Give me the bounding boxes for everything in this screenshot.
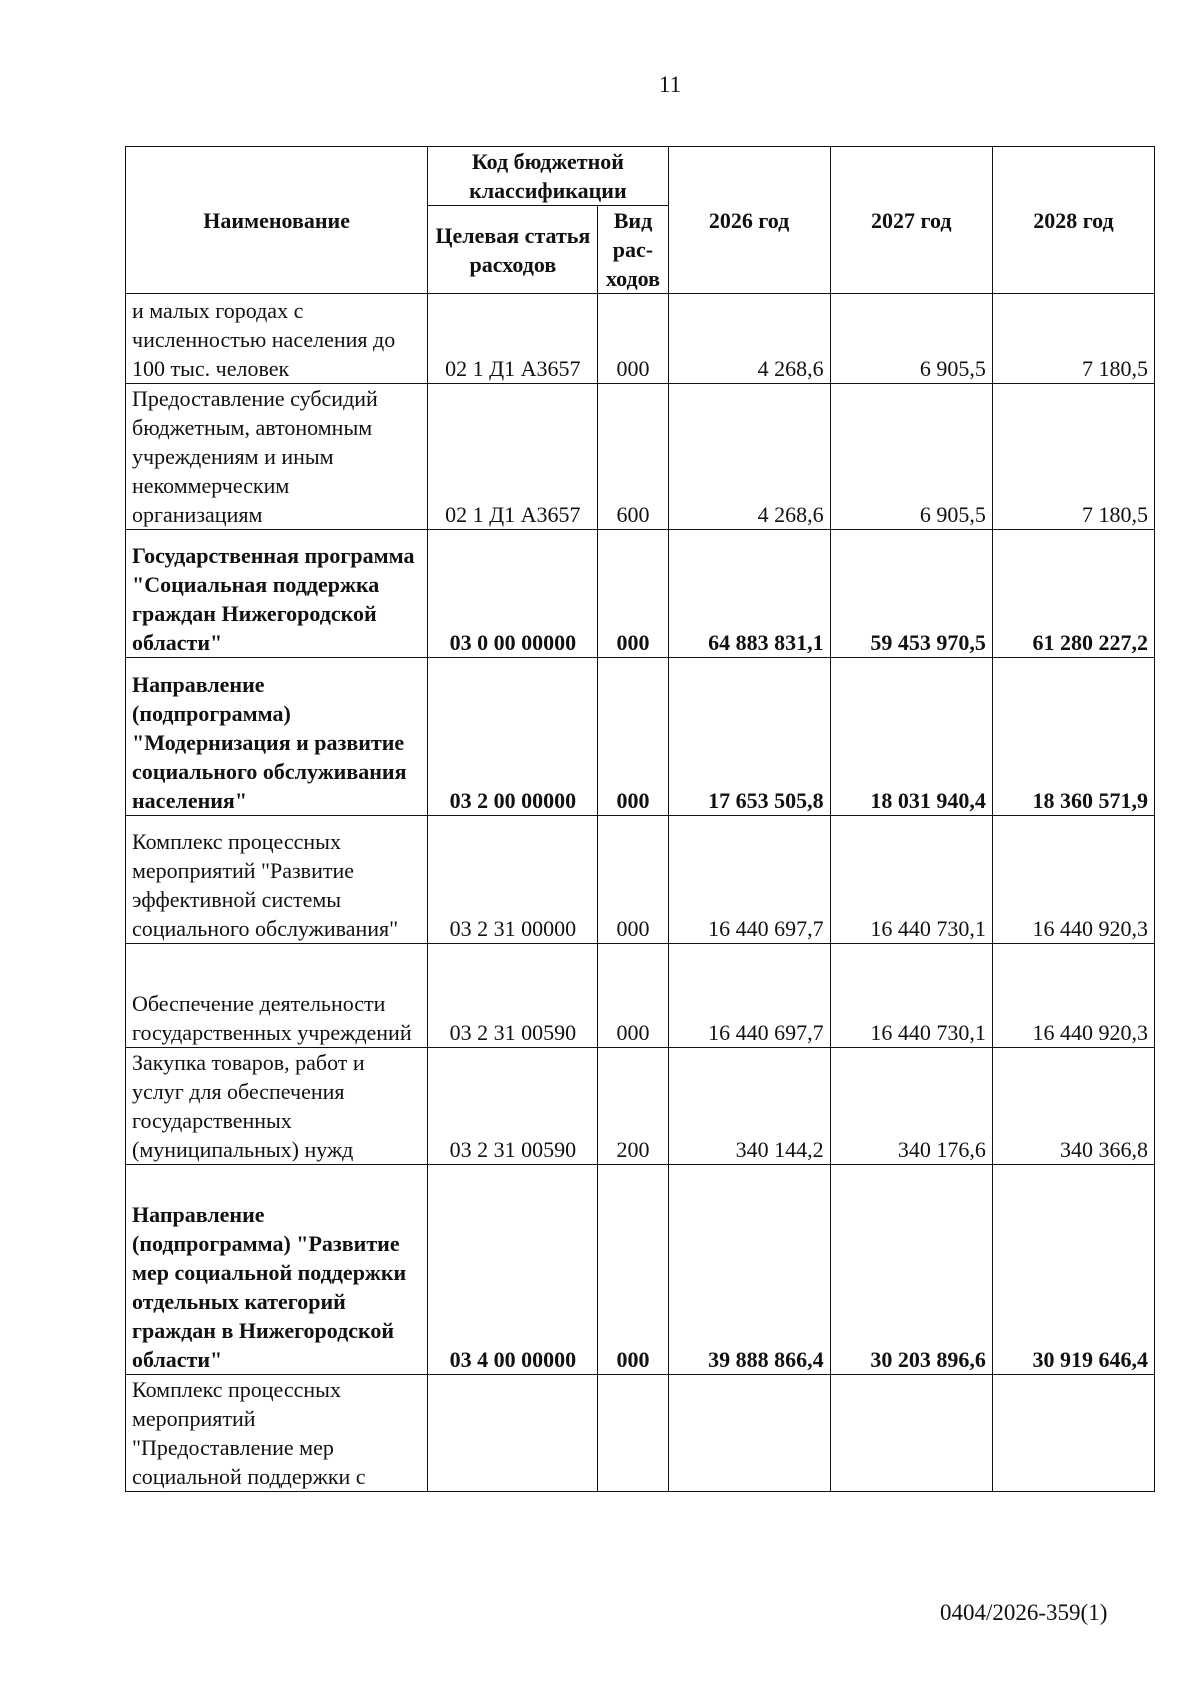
row-value-2028: 30 919 646,4 [992,1165,1154,1375]
header-2027: 2027 год [830,147,992,294]
row-target-article: 02 1 Д1 А3657 [428,384,598,530]
row-value-2026: 4 268,6 [668,384,830,530]
row-value-2028: 7 180,5 [992,384,1154,530]
row-name: Закупка товаров, работ и услуг для обеспечения государственных (муниципальных) нужд [126,1048,428,1165]
row-value-2028: 7 180,5 [992,294,1154,384]
row-value-2026: 17 653 505,8 [668,658,830,816]
header-2026: 2026 год [668,147,830,294]
row-expense-kind: 000 [598,1165,668,1375]
row-name: Комплекс процессных мероприятий "Предоставление мер социальной поддержки с [126,1375,428,1492]
row-name: Предоставление субсидий бюджетным, автономным учреждениям и иным некоммерческим организациям [126,384,428,530]
row-target-article: 03 2 31 00000 [428,816,598,944]
header-target-article: Целевая статья расходов [428,206,598,294]
row-target-article: 03 2 31 00590 [428,944,598,1048]
table-body [126,294,1155,1492]
row-value-2026 [668,1375,830,1492]
row-expense-kind: 000 [598,294,668,384]
row-value-2026: 64 883 831,1 [668,530,830,658]
row-value-2028: 340 366,8 [992,1048,1154,1165]
table-row [126,1375,1155,1492]
table-row [126,658,1155,816]
row-value-2027: 6 905,5 [830,294,992,384]
row-target-article: 03 4 00 00000 [428,1165,598,1375]
budget-table [125,146,1155,1492]
row-value-2028 [992,1375,1154,1492]
row-value-2027: 18 031 940,4 [830,658,992,816]
table-row [126,384,1155,530]
row-value-2027 [830,1375,992,1492]
row-name: Направление (подпрограмма) "Развитие мер социальной поддержки отдельных категорий граждан в Нижегородской области" [126,1165,428,1375]
row-expense-kind: 000 [598,530,668,658]
header-name: Наименование [126,147,428,294]
row-expense-kind: 000 [598,944,668,1048]
row-name: Направление (подпрограмма) "Модернизация и развитие социального обслуживания населения" [126,658,428,816]
row-value-2026: 16 440 697,7 [668,816,830,944]
table-header [126,147,1155,294]
row-target-article: 03 2 31 00590 [428,1048,598,1165]
row-target-article [428,1375,598,1492]
table-row [126,816,1155,944]
table-row [126,530,1155,658]
row-value-2027: 30 203 896,6 [830,1165,992,1375]
row-name: Обеспечение деятельности государственных учреждений [126,944,428,1048]
row-expense-kind [598,1375,668,1492]
row-value-2028: 18 360 571,9 [992,658,1154,816]
row-value-2027: 16 440 730,1 [830,816,992,944]
header-code-group: Код бюджетной классификации [428,147,668,206]
row-value-2026: 39 888 866,4 [668,1165,830,1375]
header-2028: 2028 год [992,147,1154,294]
table-row [126,1048,1155,1165]
row-expense-kind: 600 [598,384,668,530]
row-value-2028: 61 280 227,2 [992,530,1154,658]
row-value-2027: 340 176,6 [830,1048,992,1165]
row-value-2026: 4 268,6 [668,294,830,384]
row-target-article: 03 2 00 00000 [428,658,598,816]
row-name: и малых городах с численностью населения до 100 тыс. человек [126,294,428,384]
table-row [126,1165,1155,1375]
row-value-2026: 16 440 697,7 [668,944,830,1048]
row-expense-kind: 000 [598,658,668,816]
header-expense-kind: Вид рас-ходов [598,206,668,294]
document-id: 0404/2026-359(1) [940,1600,1108,1625]
table-row [126,944,1155,1048]
row-expense-kind: 200 [598,1048,668,1165]
row-value-2028: 16 440 920,3 [992,816,1154,944]
row-value-2026: 340 144,2 [668,1048,830,1165]
row-expense-kind: 000 [598,816,668,944]
row-value-2028: 16 440 920,3 [992,944,1154,1048]
row-target-article: 02 1 Д1 А3657 [428,294,598,384]
row-value-2027: 6 905,5 [830,384,992,530]
row-target-article: 03 0 00 00000 [428,530,598,658]
row-value-2027: 16 440 730,1 [830,944,992,1048]
page-number: 11 [658,72,682,97]
row-value-2027: 59 453 970,5 [830,530,992,658]
row-name: Комплекс процессных мероприятий "Развитие эффективной системы социального обслуживания" [126,816,428,944]
row-name: Государственная программа "Социальная поддержка граждан Нижегородской области" [126,530,428,658]
table-row [126,294,1155,384]
